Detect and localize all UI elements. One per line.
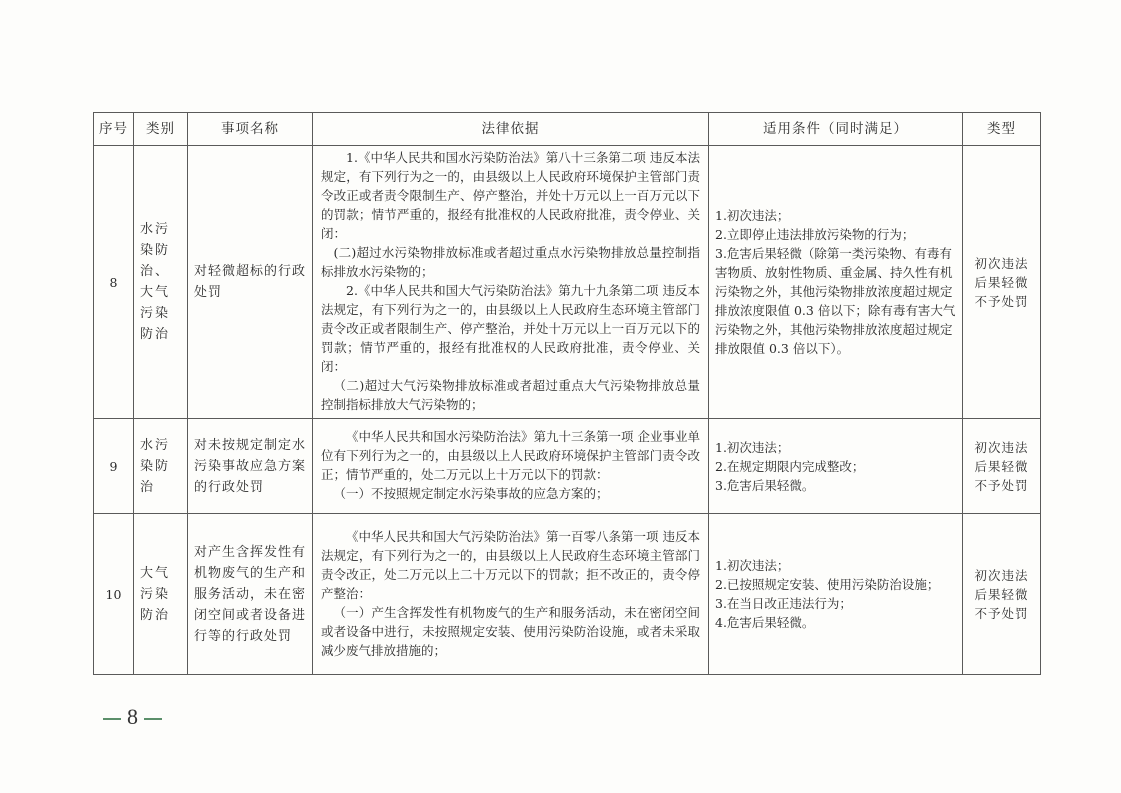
header-conditions: 适用条件（同时满足）	[709, 113, 963, 146]
condition-item: 1.初次违法；	[715, 208, 790, 223]
legal-basis-paragraph: 《中华人民共和国水污染防治法》第九十三条第一项 企业事业单位有下列行为之一的，由县级以上人民政府环境保护主管部门责令改正；情节严重的，处二万元以上十万元以下的罚款：	[321, 429, 700, 482]
row-category: 水污染防治、大气污染防治	[134, 146, 188, 419]
header-type: 类型	[963, 113, 1041, 146]
row-type	[963, 419, 1041, 514]
penalty-exemption-table	[93, 112, 1041, 675]
row-seq: 10	[94, 514, 134, 675]
header-seq: 序号	[94, 113, 134, 146]
condition-item: 2.已按照规定安装、使用污染防治设施；	[715, 577, 940, 592]
row-conditions	[709, 146, 963, 419]
condition-item: 3.危害后果轻微。	[715, 477, 815, 493]
type-line: 初次违法	[974, 567, 1029, 583]
legal-basis-paragraph: 《中华人民共和国大气污染防治法》第一百零八条第一项 违反本法规定，有下列行为之一的，由县级以上人民政府生态环境主管部门责令改正，处二万元以上二十万元以下的罚款；拒不改正的，责令停产整治：	[321, 528, 700, 601]
legal-basis-paragraph: （一）产生含挥发性有机物废气的生产和服务活动，未在密闭空间或者设备中进行，未按照规定安装、使用污染防治设施，或者未采取减少废气排放措施的；	[321, 604, 700, 658]
header-item-name: 事项名称	[188, 113, 313, 146]
type-line: 不予处罚	[974, 605, 1029, 621]
row-category: 大气污染防治	[134, 514, 188, 675]
table-row	[94, 514, 1041, 675]
type-line: 后果轻微	[974, 458, 1029, 474]
dash-left	[103, 718, 121, 720]
legal-basis-paragraph: (二)超过水污染物排放标准或者超过重点水污染物排放总量控制指标排放水污染物的；	[321, 245, 700, 279]
row-legal-basis	[313, 514, 709, 675]
row-item-name: 对产生含挥发性有机物废气的生产和服务活动，未在密闭空间或者设备进行等的行政处罚	[188, 514, 313, 675]
type-line: 不予处罚	[974, 293, 1029, 309]
condition-item: 1.初次违法；	[715, 439, 790, 455]
row-type	[963, 146, 1041, 419]
table-row	[94, 146, 1041, 419]
condition-item: 4.危害后果轻微。	[715, 615, 815, 630]
type-line: 初次违法	[974, 255, 1029, 271]
legal-basis-paragraph: 2.《中华人民共和国大气污染防治法》第九十九条第二项 违反本法规定，有下列行为之一的，由县级以上人民政府生态环境主管部门责令改正或者限制生产、停产整治，并处十万元以上一百万元以下的罚款；情节严重的，报经有批准权的人民政府批准，责令停业、关闭：	[321, 283, 700, 374]
row-type	[963, 514, 1041, 675]
page-number-value: 8	[127, 704, 138, 729]
legal-basis-paragraph: 1.《中华人民共和国水污染防治法》第八十三条第二项 违反本法规定，有下列行为之一的，由县级以上人民政府环境保护主管部门责令改正或者责令限制生产、停产整治，并处十万元以上一百万元以下的罚款；情节严重的，报经有批准权的人民政府批准，责令停业、关闭：	[321, 150, 700, 241]
row-item-name: 对未按规定制定水污染事故应急方案的行政处罚	[188, 419, 313, 514]
type-line: 初次违法	[974, 439, 1029, 455]
row-seq: 8	[94, 146, 134, 419]
condition-item: 2.立即停止违法排放污染物的行为；	[715, 227, 915, 242]
type-line: 后果轻微	[974, 274, 1029, 290]
type-line: 不予处罚	[974, 477, 1029, 493]
header-legal-basis: 法律依据	[313, 113, 709, 146]
table-row	[94, 419, 1041, 514]
header-category: 类别	[134, 113, 188, 146]
row-item-name: 对轻微超标的行政处罚	[188, 146, 313, 419]
row-conditions	[709, 514, 963, 675]
row-legal-basis	[313, 146, 709, 419]
dash-right	[144, 718, 162, 720]
condition-item: 3.危害后果轻微（除第一类污染物、有毒有害物质、放射性物质、重金属、持久性有机污染物之外，其他污染物排放浓度超过规定排放浓度限值 0.3 倍以下；除有毒有害大气污染物之外，其他污染物排放浓度超过规定排放限值 0.3 倍以下）。	[715, 246, 956, 356]
row-conditions	[709, 419, 963, 514]
condition-item: 2.在规定期限内完成整改；	[715, 458, 865, 474]
condition-item: 1.初次违法；	[715, 558, 790, 573]
table-header-row	[94, 113, 1041, 146]
page-number	[97, 704, 168, 730]
row-category: 水污染防治	[134, 419, 188, 514]
row-legal-basis	[313, 419, 709, 514]
type-line: 后果轻微	[974, 586, 1029, 602]
legal-basis-paragraph: （二)超过大气污染物排放标准或者超过重点大气污染物排放总量控制指标排放大气污染物的；	[321, 378, 700, 412]
condition-item: 3.在当日改正违法行为；	[715, 596, 852, 611]
row-seq: 9	[94, 419, 134, 514]
legal-basis-paragraph: （一）不按照规定制定水污染事故的应急方案的；	[333, 486, 609, 501]
